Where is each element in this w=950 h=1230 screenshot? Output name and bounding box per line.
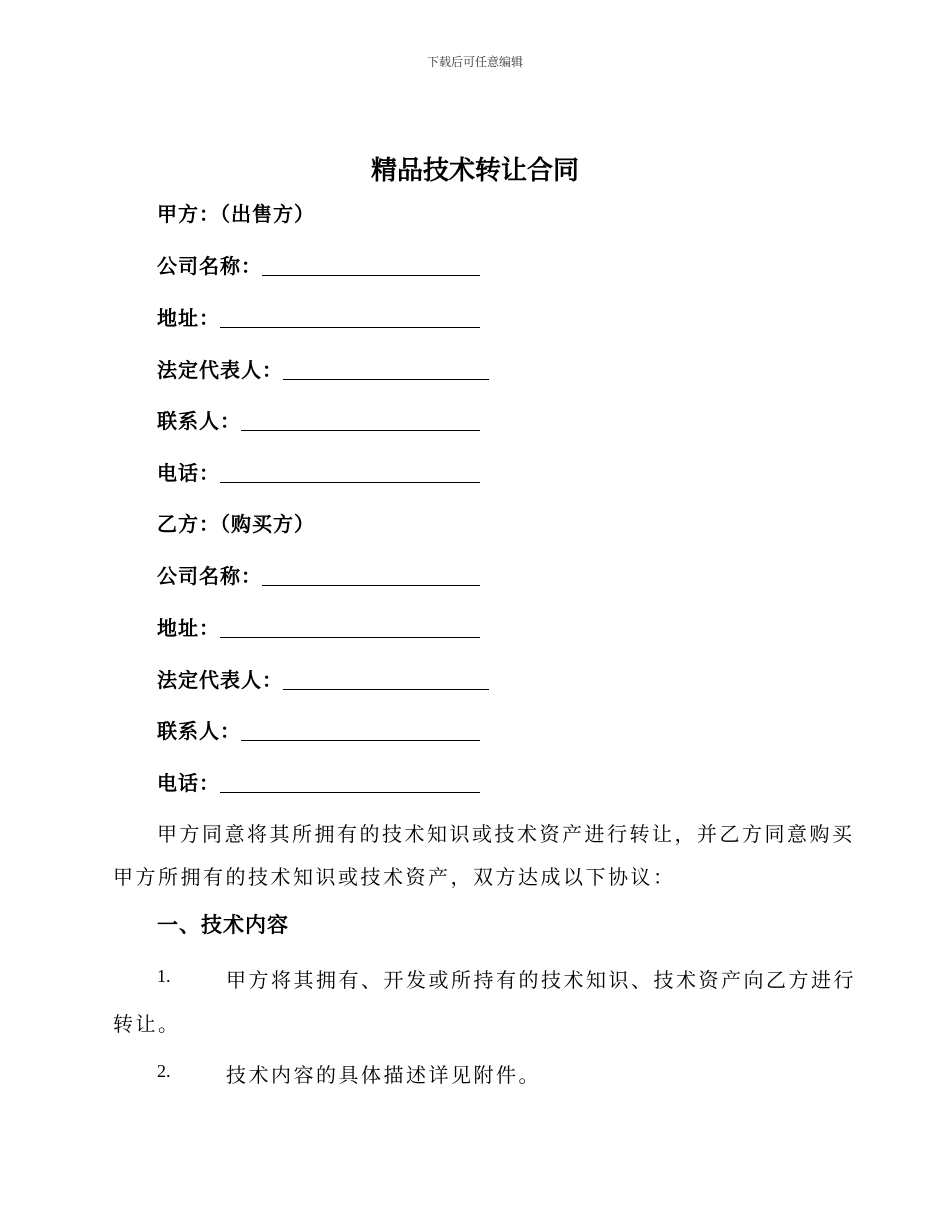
party-b-phone-line	[157, 767, 480, 796]
party-a-legal-rep-label: 法定代表人：	[157, 358, 283, 382]
item-1-line-1: 甲方将其拥有、开发或所持有的技术知识、技术资产向乙方进行	[226, 968, 856, 992]
party-a-contact-blank[interactable]	[241, 410, 480, 431]
party-b-company-line	[157, 560, 480, 589]
party-a-phone-blank[interactable]	[220, 462, 480, 483]
item-2-line-1: 技术内容的具体描述详见附件。	[226, 1063, 541, 1087]
item-2-number: 2.	[157, 1061, 171, 1081]
intro-line-2: 甲方所拥有的技术知识或技术资产，双方达成以下协议：	[113, 865, 676, 889]
header-note: 下载后可任意编辑	[426, 55, 523, 69]
party-b-phone-label: 电话：	[157, 771, 220, 795]
document-title: 精品技术转让合同	[370, 156, 579, 186]
party-b-legal-rep-label: 法定代表人：	[157, 668, 283, 692]
party-a-phone-line	[157, 457, 480, 486]
party-b-contact-label: 联系人：	[157, 719, 241, 743]
party-b-address-blank[interactable]	[220, 617, 480, 638]
item-1-number: 1.	[157, 966, 171, 986]
party-b-contact-blank[interactable]	[241, 720, 480, 741]
party-a-company-line	[157, 250, 480, 279]
party-b-legal-rep-line	[157, 664, 489, 693]
party-b-heading: 乙方：（购买方）	[157, 512, 315, 536]
party-b-legal-rep-blank[interactable]	[283, 669, 489, 690]
party-b-company-blank[interactable]	[262, 565, 480, 586]
party-a-address-label: 地址：	[157, 306, 220, 330]
party-b-company-label: 公司名称：	[157, 564, 262, 588]
party-a-address-blank[interactable]	[220, 307, 480, 328]
party-b-phone-blank[interactable]	[220, 772, 480, 793]
party-b-address-label: 地址：	[157, 616, 220, 640]
intro-line-1: 甲方同意将其所拥有的技术知识或技术资产进行转让，并乙方同意购买	[157, 822, 855, 846]
party-a-company-blank[interactable]	[262, 255, 480, 276]
party-a-address-line	[157, 302, 480, 331]
section-1-heading: 一、技术内容	[157, 912, 289, 937]
party-a-phone-label: 电话：	[157, 461, 220, 485]
party-a-legal-rep-line	[157, 354, 489, 383]
item-1-line-2: 转让。	[113, 1012, 181, 1036]
party-b-contact-line	[157, 715, 480, 744]
party-b-address-line	[157, 612, 480, 641]
party-a-contact-line	[157, 405, 480, 434]
party-a-contact-label: 联系人：	[157, 409, 241, 433]
party-a-heading: 甲方：（出售方）	[157, 202, 315, 226]
party-a-company-label: 公司名称：	[157, 254, 262, 278]
party-a-legal-rep-blank[interactable]	[283, 359, 489, 380]
